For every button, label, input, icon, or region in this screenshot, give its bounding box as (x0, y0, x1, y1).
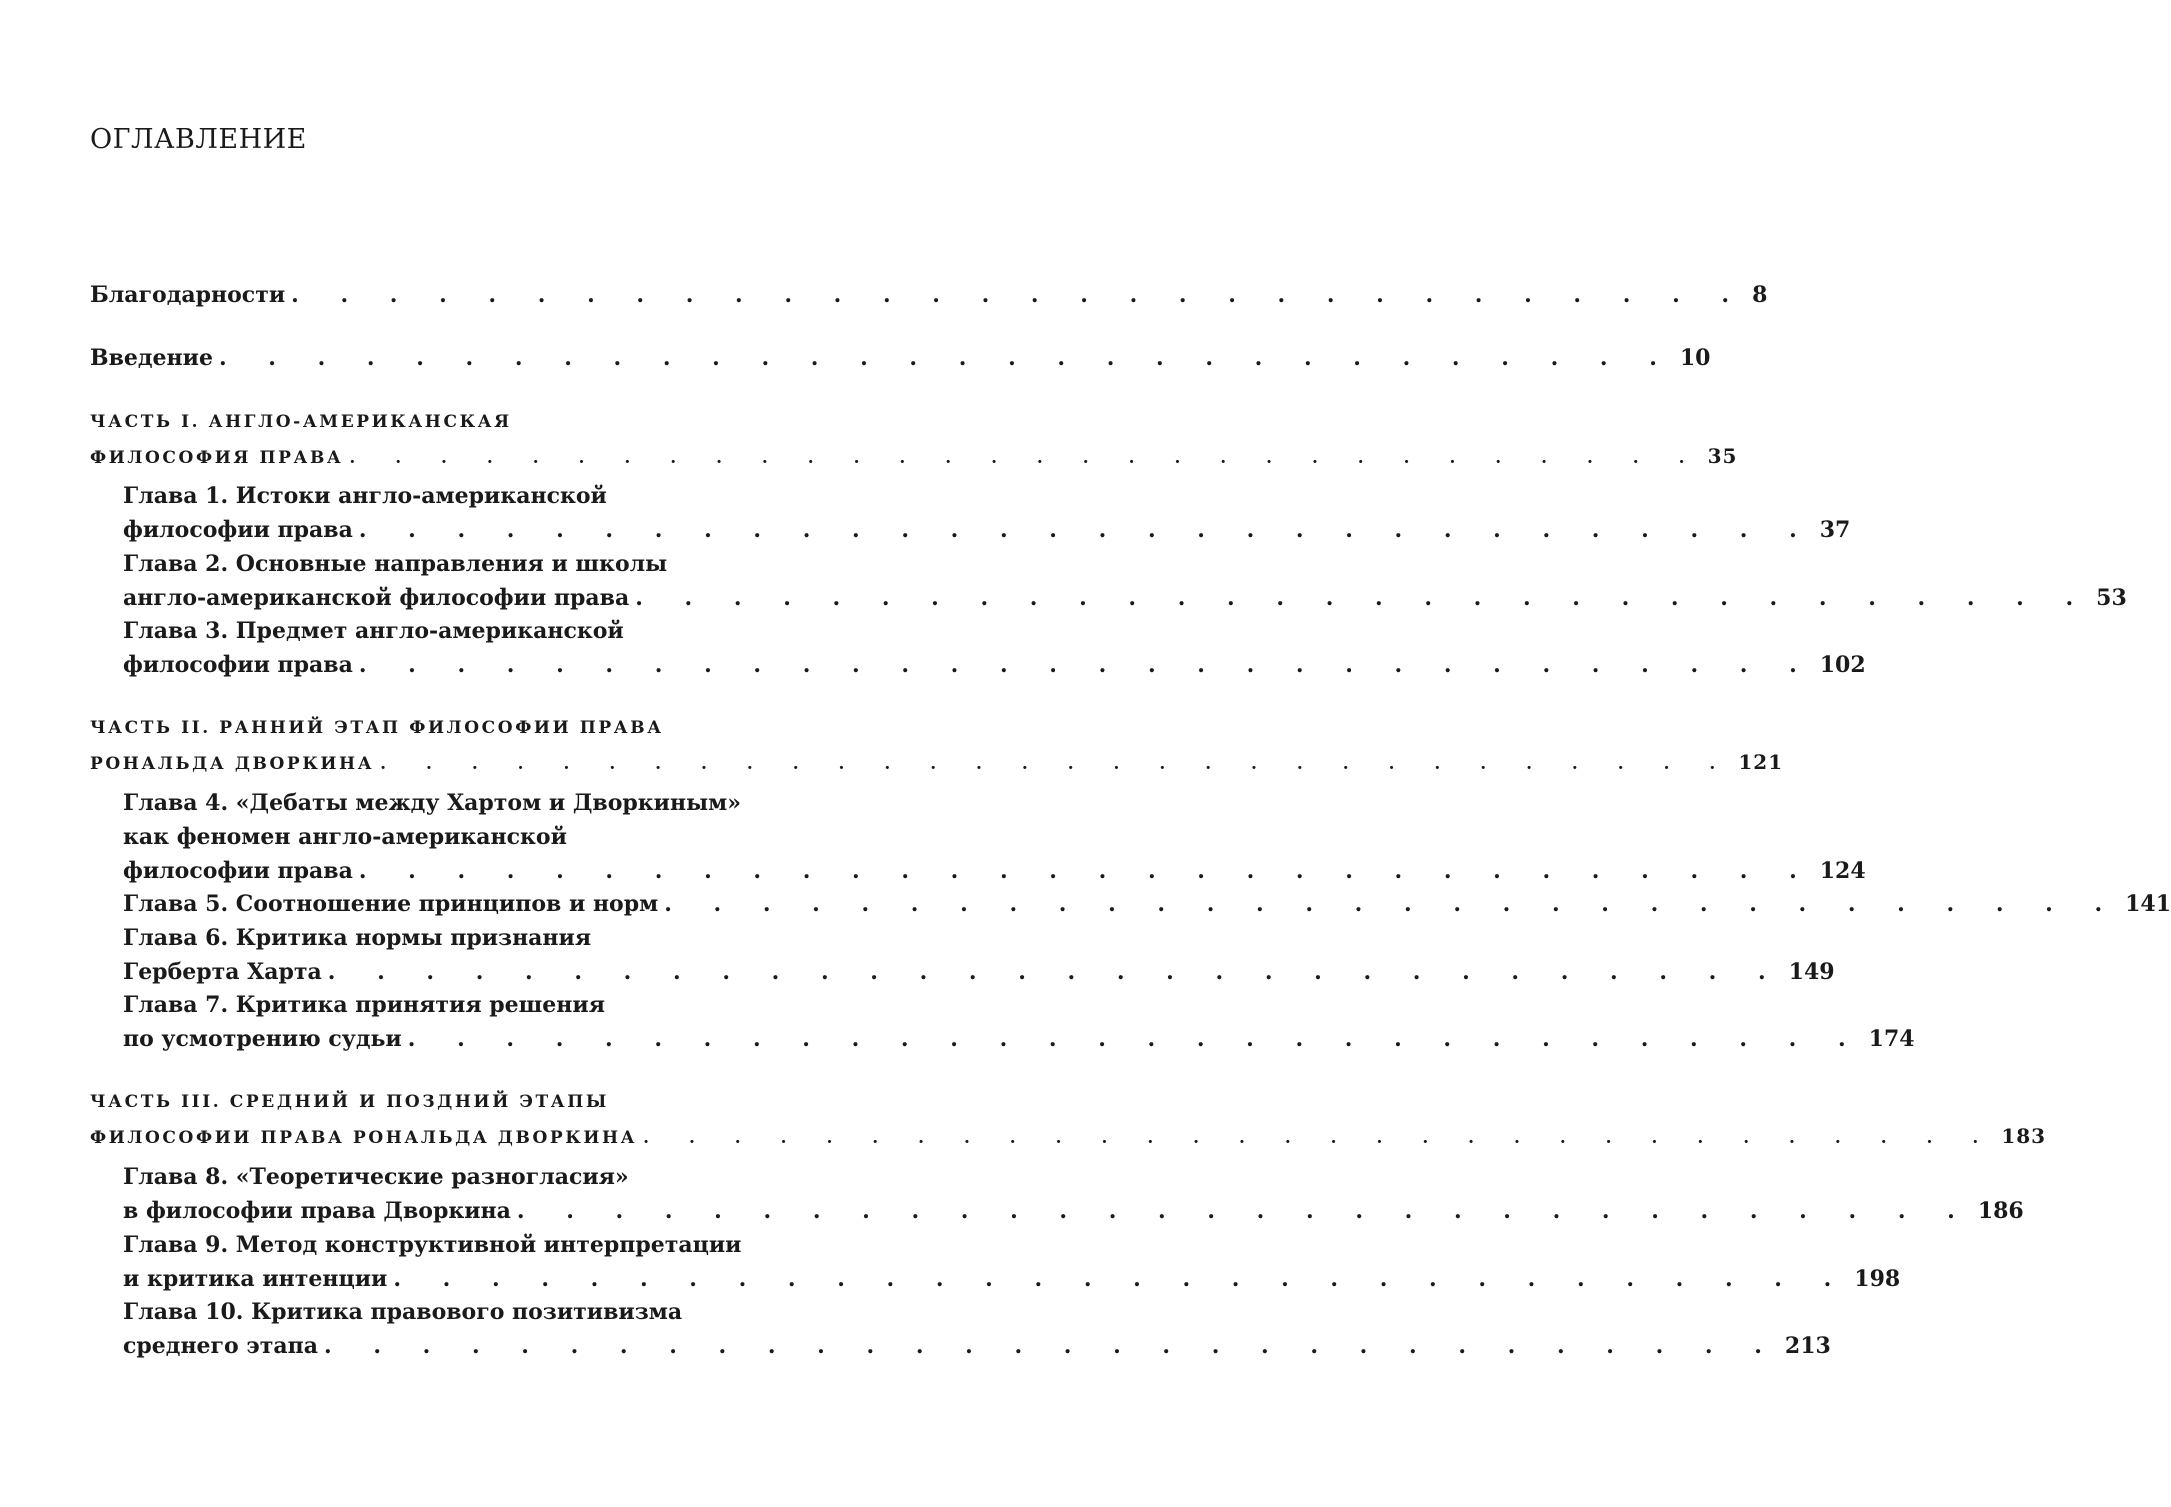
toc-part-3 (90, 1085, 2047, 1153)
page-number: 124 (1819, 858, 1866, 884)
dot-leader: . . . . . . . . . . . . . . . . . . . . . . . . . . . . . . (349, 448, 1702, 468)
entry-title: философии права (123, 652, 353, 678)
entry-title: Благодарности (90, 282, 286, 308)
dot-leader: . . . . . . . . . . . . . . . . . . . . . . . . . . . . . . (393, 1266, 1849, 1292)
dot-leader: . . . . . . . . . . . . . . . . . . . . . . . . . . . . . . (291, 282, 1747, 308)
page-number: 35 (1707, 444, 1738, 468)
entry-title: ФИЛОСОФИИ ПРАВА РОНАЛЬДА ДВОРКИНА (90, 1128, 638, 1148)
entry-title-line: как феномен англо-американской (123, 824, 567, 850)
entry-title-line: Глава 1. Истоки англо-американской (123, 483, 607, 509)
page-number: 198 (1854, 1266, 1901, 1292)
entry-title-line: Глава 3. Предмет англо-американской (123, 618, 624, 644)
entry-title-line: Глава 2. Основные направления и школы (123, 551, 668, 577)
toc-chapter-7 (123, 988, 1915, 1056)
dot-leader: . . . . . . . . . . . . . . . . . . . . . . . . . . . . . . (664, 891, 2120, 917)
entry-title-line: Глава 8. «Теоретические разногласия» (123, 1164, 629, 1190)
entry-title: РОНАЛЬДА ДВОРКИНА (90, 754, 375, 774)
dot-leader: . . . . . . . . . . . . . . . . . . . . . . . . . . . . . . (635, 585, 2091, 611)
page-number: 186 (1977, 1198, 2024, 1224)
page-number: 8 (1752, 282, 1768, 308)
page-number: 213 (1784, 1333, 1831, 1359)
toc-chapter-10 (123, 1295, 1831, 1363)
entry-title-line: ЧАСТЬ I. АНГЛО-АМЕРИКАНСКАЯ (90, 412, 512, 432)
entry-title: философии права (123, 858, 353, 884)
page-number: 183 (2001, 1124, 2047, 1148)
entry-title-line: Глава 7. Критика принятия решения (123, 992, 605, 1018)
toc-chapter-9 (123, 1228, 1901, 1296)
toc-chapter-5 (123, 887, 2171, 921)
page-number: 174 (1868, 1026, 1915, 1052)
toc-entry-acknowledgements (90, 278, 1768, 312)
dot-leader: . . . . . . . . . . . . . . . . . . . . . . . . . . . . . . (358, 652, 1814, 678)
entry-title: Глава 5. Соотношение принципов и норм (123, 891, 659, 917)
entry-title: и критика интенции (123, 1266, 388, 1292)
entry-title-line: ЧАСТЬ III. СРЕДНИЙ И ПОЗДНИЙ ЭТАПЫ (90, 1092, 609, 1112)
page-number: 37 (1819, 517, 1851, 543)
toc-chapter-4 (123, 786, 1866, 888)
entry-title-line: Глава 4. «Дебаты между Хартом и Дворкиным» (123, 790, 741, 816)
entry-title: англо-американской философии права (123, 585, 630, 611)
toc-part-1 (90, 405, 1738, 473)
dot-leader: . . . . . . . . . . . . . . . . . . . . . . . . . . . . . . (324, 1333, 1779, 1359)
toc-chapter-2 (123, 547, 2127, 615)
entry-title-line: Глава 6. Критика нормы признания (123, 925, 592, 951)
entry-title-line: Глава 10. Критика правового позитивизма (123, 1299, 683, 1325)
page-number: 149 (1788, 959, 1835, 985)
dot-leader: . . . . . . . . . . . . . . . . . . . . . . . . . . . . . . (218, 345, 1674, 371)
toc-part-2 (90, 711, 1784, 779)
entry-title: по усмотрению судьи (123, 1026, 402, 1052)
dot-leader: . . . . . . . . . . . . . . . . . . . . . . . . . . . . . . (407, 1026, 1863, 1052)
dot-leader: . . . . . . . . . . . . . . . . . . . . . . . . . . . . . . (327, 959, 1783, 985)
toc-entry-introduction (90, 341, 1711, 375)
dot-leader: . . . . . . . . . . . . . . . . . . . . . . . . . . . . . . (516, 1198, 1972, 1224)
toc-chapter-6 (123, 921, 1835, 989)
page-number: 102 (1819, 652, 1866, 678)
dot-leader: . . . . . . . . . . . . . . . . . . . . . . . . . . . . . . (380, 754, 1733, 774)
entry-title: в философии права Дворкина (123, 1198, 511, 1224)
page-title: ОГЛАВЛЕНИЕ (90, 124, 307, 155)
toc-chapter-1 (123, 479, 1851, 547)
page-number: 10 (1679, 345, 1711, 371)
page-number: 53 (2096, 585, 2127, 611)
entry-title: среднего этапа (123, 1333, 318, 1359)
page-number: 141 (2125, 891, 2171, 917)
toc-chapter-3 (123, 614, 1866, 682)
entry-title-line: Глава 9. Метод конструктивной интерпретации (123, 1232, 742, 1258)
dot-leader: . . . . . . . . . . . . . . . . . . . . . . . . . . . . . . (643, 1128, 1996, 1148)
entry-title: философии права (123, 517, 353, 543)
page-number: 121 (1738, 750, 1784, 774)
dot-leader: . . . . . . . . . . . . . . . . . . . . . . . . . . . . . . (358, 858, 1814, 884)
entry-title: Введение (90, 345, 213, 371)
entry-title: Герберта Харта (123, 959, 322, 985)
entry-title-line: ЧАСТЬ II. РАННИЙ ЭТАП ФИЛОСОФИИ ПРАВА (90, 718, 664, 738)
dot-leader: . . . . . . . . . . . . . . . . . . . . . . . . . . . . . . (358, 517, 1814, 543)
entry-title: ФИЛОСОФИЯ ПРАВА (90, 448, 344, 468)
toc-chapter-8 (123, 1160, 2024, 1228)
